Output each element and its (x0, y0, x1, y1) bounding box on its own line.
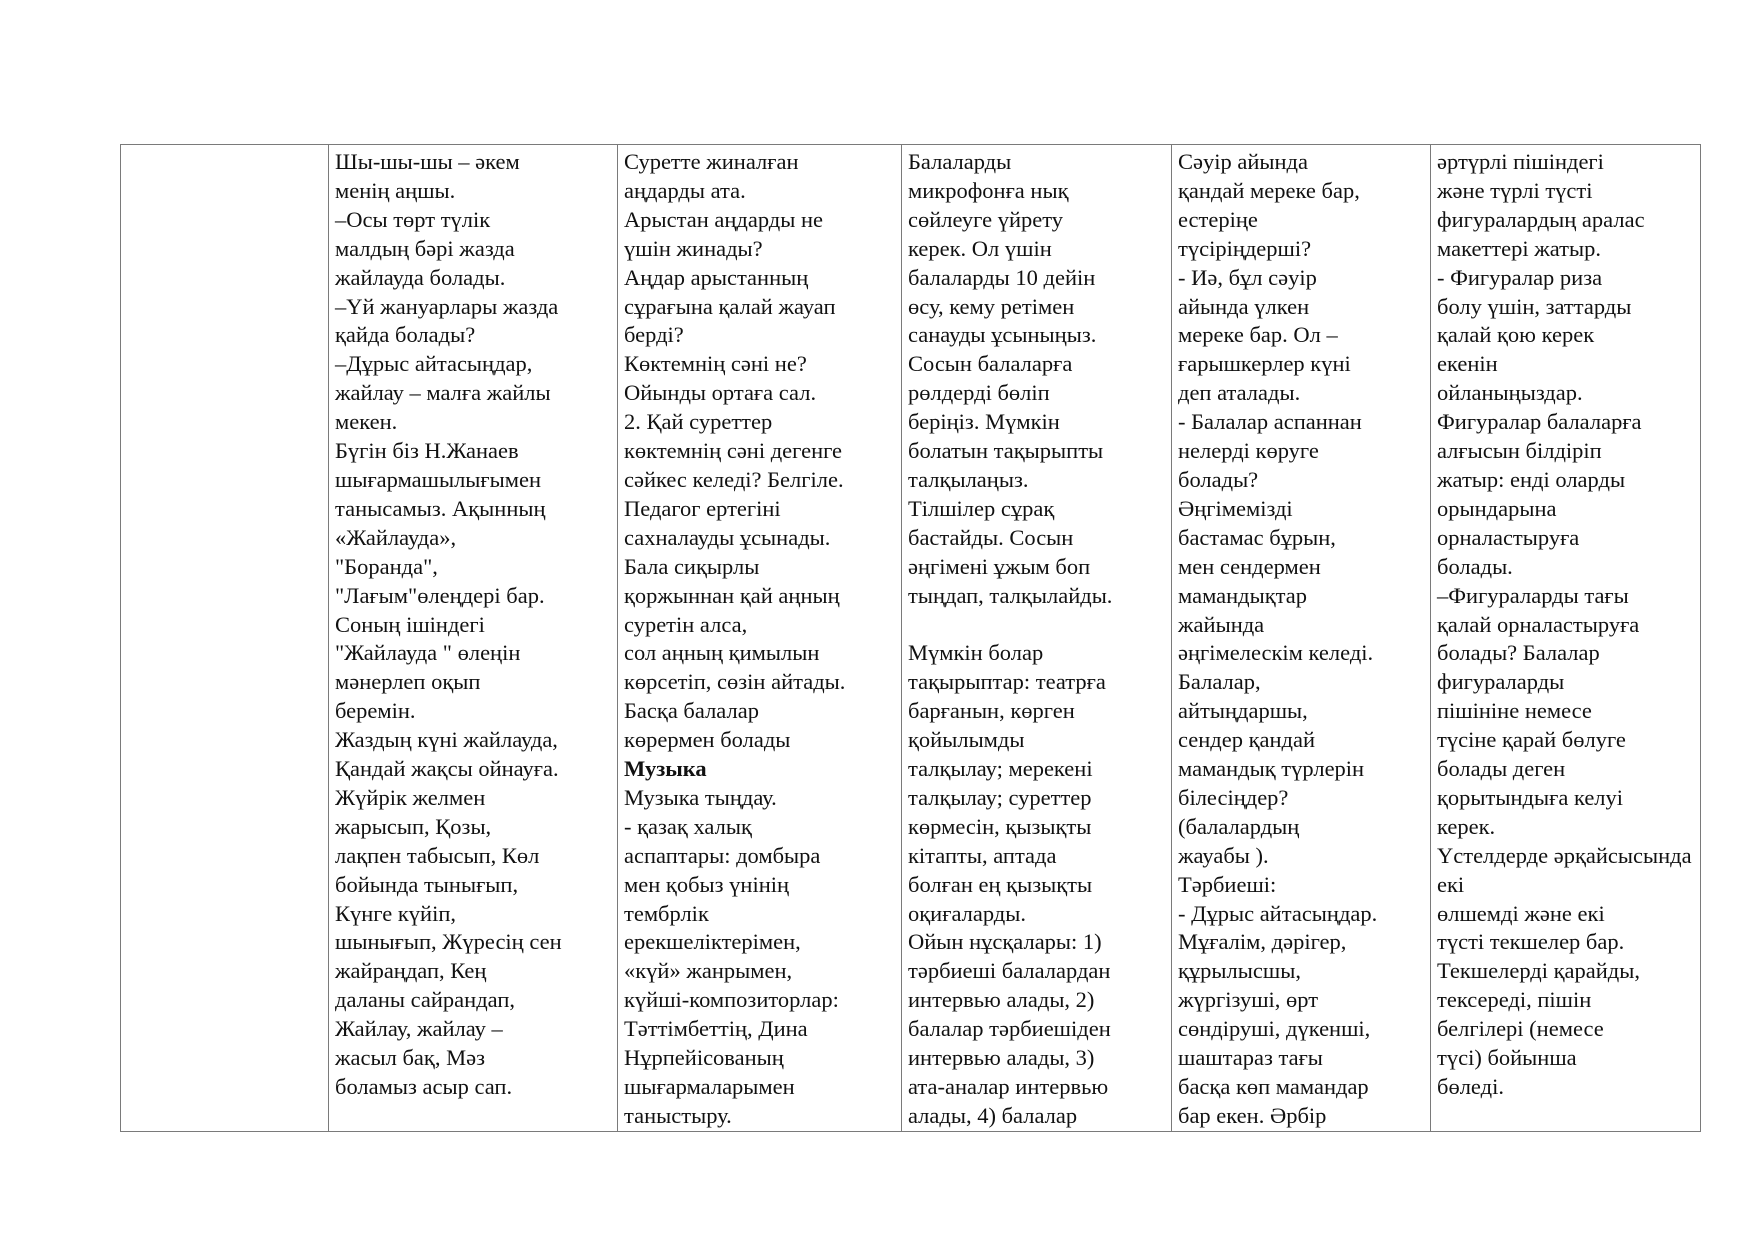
animals-music-cell (618, 145, 902, 1132)
shapes-activity-cell (1431, 145, 1701, 1132)
cell-text-col4: Балаларды микрофонға нық сөйлеуге үйрету керек. Ол үшін балаларды 10 дейін өсу, кему ретімен санауды ұсыныңыз. Сосын балаларға рөлдерді бөліп беріңіз. Мүмкін болатын тақырыпты талқылаңыз. Тілшілер сұрақ бастайды. Сосын әңгімені ұжым боп тыңдап, талқылайды. Мүмкін болар тақырыптар: театрға барғанын, көрген қойылымды талқылау; мерекені талқылау; суреттер көрмесін, қызықты кітапты, аптада болған ең қызықты оқиғаларды. Ойын нұсқалары: 1) тәрбиеші балалардан интервью алады, 2) балалар тәрбиешіден интервью алады, 3) ата-аналар интервью алады, 4) балалар (908, 149, 1113, 1128)
cell-text-col3-part1: Суретте жиналған аңдарды ата. Арыстан аңдарды не үшін жинады? Аңдар арыстанның сұрағына қалай жауап берді? Көктемнің сәні не? Ойынды ортаға сал. 2. Қай суреттер көктемнің сәні дегенге сәйкес келеді? Белгіле. Педагог ертегіні сахналауды ұсынады. Бала сиқырлы қоржыннан қай аңның суретін алса, сол аңның қимылын көрсетіп, сөзін айтады. Басқа балалар көрермен болады (624, 149, 846, 753)
cell-text-col3-part2: Музыка тыңдау. - қазақ халық аспаптары: домбыра мен қобыз үнінің тембрлік ерекшеліктерімен, «күй» жанрымен, күйші-композиторлар: Тәттімбеттің, Дина Нұрпейісованың шығармаларымен таныстыру. (624, 784, 839, 1128)
interview-game-cell (902, 145, 1172, 1132)
cell-text-col5: Сәуір айында қандай мереке бар, естеріңе түсіріңдерші? - Иә, бұл сәуір айында үлкен мереке бар. Ол – ғарышкерлер күні деп аталады. - Балалар аспаннан нелерді көруге болады? Әңгімемізді бастамас бұрын, мен сендермен мамандықтар жайында әңгімелескім келеді. Балалар, айтыңдаршы, сендер қандай мамандық түрлерін білесіңдер? (балалардың жауабы ). Тәрбиеші: - Дұрыс айтасыңдар. Мұғалім, дәрігер, құрылысшы, жүргізуші, өрт сөндіруші, дүкенші, шаштараз тағы басқа көп мамандар бар екен. Әрбір (1178, 149, 1378, 1128)
lesson-plan-table (120, 144, 1701, 1132)
cell-text-col2: Шы-шы-шы – әкем менің аңшы. –Осы төрт түлік малдың бәрі жазда жайлауда болады. –Үй жануарлары жазда қайда болады? –Дұрыс айтасыңдар, жайлау – малға жайлы мекен. Бүгін біз Н.Жанаев шығармашылығымен танысамыз. Ақынның «Жайлауда», "Боранда", "Лағым"өлеңдері бар. Соның ішіндегі "Жайлауда " өлеңін мәнерлеп оқып беремін. Жаздың күні жайлауда, Қандай жақсы ойнауға. Жүйрік желмен жарысып, Қозы, лақпен табысып, Көл бойында тынығып, Күнге күйіп, шынығып, Жүресің сен жайраңдап, Кең даланы сайрандап, Жайлау, жайлау – жасыл бақ, Мәз боламыз асыр сап. (335, 149, 562, 1099)
music-heading: Музыка (624, 756, 707, 782)
professions-talk-cell (1172, 145, 1431, 1132)
poem-activity-cell (329, 145, 618, 1132)
table-row (121, 145, 1701, 1132)
empty-first-column-cell (121, 145, 329, 1132)
cell-text-col6: әртүрлі пішіндегі және түрлі түсті фигуралардың аралас макеттері жатыр. - Фигуралар риза болу үшін, заттарды қалай қою керек екенін ойланыңыздар. Фигуралар балаларға алғысын білдіріп жатыр: енді оларды орындарына орналастыруға болады. –Фигураларды тағы қалай орналастыруға болады? Балалар фигураларды пішініне немесе түсіне қарай бөлуге болады деген қорытындыға келуі керек. Үстелдерде әрқайсысында екі өлшемді және екі түсті текшелер бар. Текшелерді қарайды, тексереді, пішін белгілері (немесе түсі) бойынша бөледі. (1437, 149, 1692, 1099)
